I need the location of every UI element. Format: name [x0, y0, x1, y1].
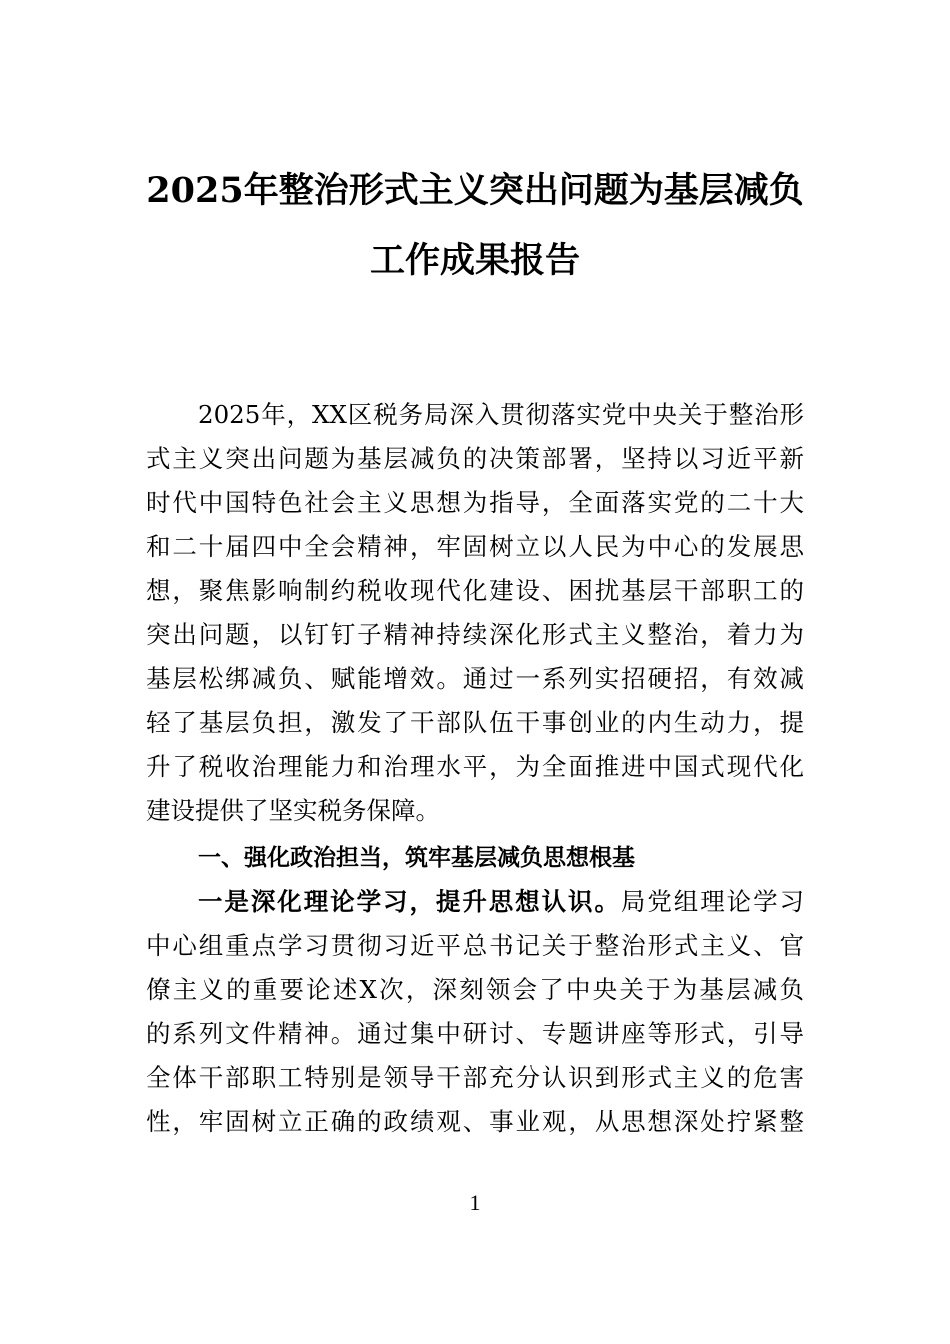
page-number: 1 [469, 1190, 481, 1215]
point-1-lead: 一是深化理论学习，提升思想认识。 [198, 887, 621, 916]
point-1-paragraph-line: 僚主义的重要论述X次，深刻领会了中央关于为基层减负 [146, 975, 804, 1004]
point-1-paragraph-line: 性，牢固树立正确的政绩观、事业观，从思想深处拧紧整 [146, 1107, 804, 1136]
point-1-first-line-rest: 局党组理论学习 [620, 887, 804, 916]
intro-paragraph-line: 轻了基层负担，激发了干部队伍干事创业的内生动力，提 [146, 708, 804, 737]
intro-paragraph-line: 突出问题，以钉钉子精神持续深化形式主义整治，着力为 [146, 620, 804, 649]
section-1-heading: 一、强化政治担当，筑牢基层减负思想根基 [198, 845, 635, 871]
intro-paragraph-line: 2025年，XX区税务局深入贯彻落实党中央关于整治形 [198, 400, 804, 429]
point-1-first-line [146, 880, 804, 924]
document-title-line-1: 2025年整治形式主义突出问题为基层减负 [146, 170, 804, 211]
intro-paragraph-line: 升了税收治理能力和治理水平，为全面推进中国式现代化 [146, 752, 804, 781]
point-1-paragraph-line: 中心组重点学习贯彻习近平总书记关于整治形式主义、官 [146, 931, 804, 960]
intro-paragraph-line: 基层松绑减负、赋能增效。通过一系列实招硬招，有效减 [146, 664, 804, 693]
document-title-line-2: 工作成果报告 [369, 240, 580, 281]
intro-paragraph-line: 建设提供了坚实税务保障。 [146, 796, 440, 825]
intro-paragraph-line: 时代中国特色社会主义思想为指导，全面落实党的二十大 [146, 488, 804, 517]
point-1-paragraph-line: 的系列文件精神。通过集中研讨、专题讲座等形式，引导 [146, 1019, 804, 1048]
intro-paragraph-line: 式主义突出问题为基层减负的决策部署，坚持以习近平新 [146, 444, 804, 473]
point-1-paragraph-line: 全体干部职工特别是领导干部充分认识到形式主义的危害 [146, 1063, 804, 1092]
intro-paragraph-line: 想，聚焦影响制约税收现代化建设、困扰基层干部职工的 [146, 576, 804, 605]
intro-paragraph-line: 和二十届四中全会精神，牢固树立以人民为中心的发展思 [146, 532, 804, 561]
